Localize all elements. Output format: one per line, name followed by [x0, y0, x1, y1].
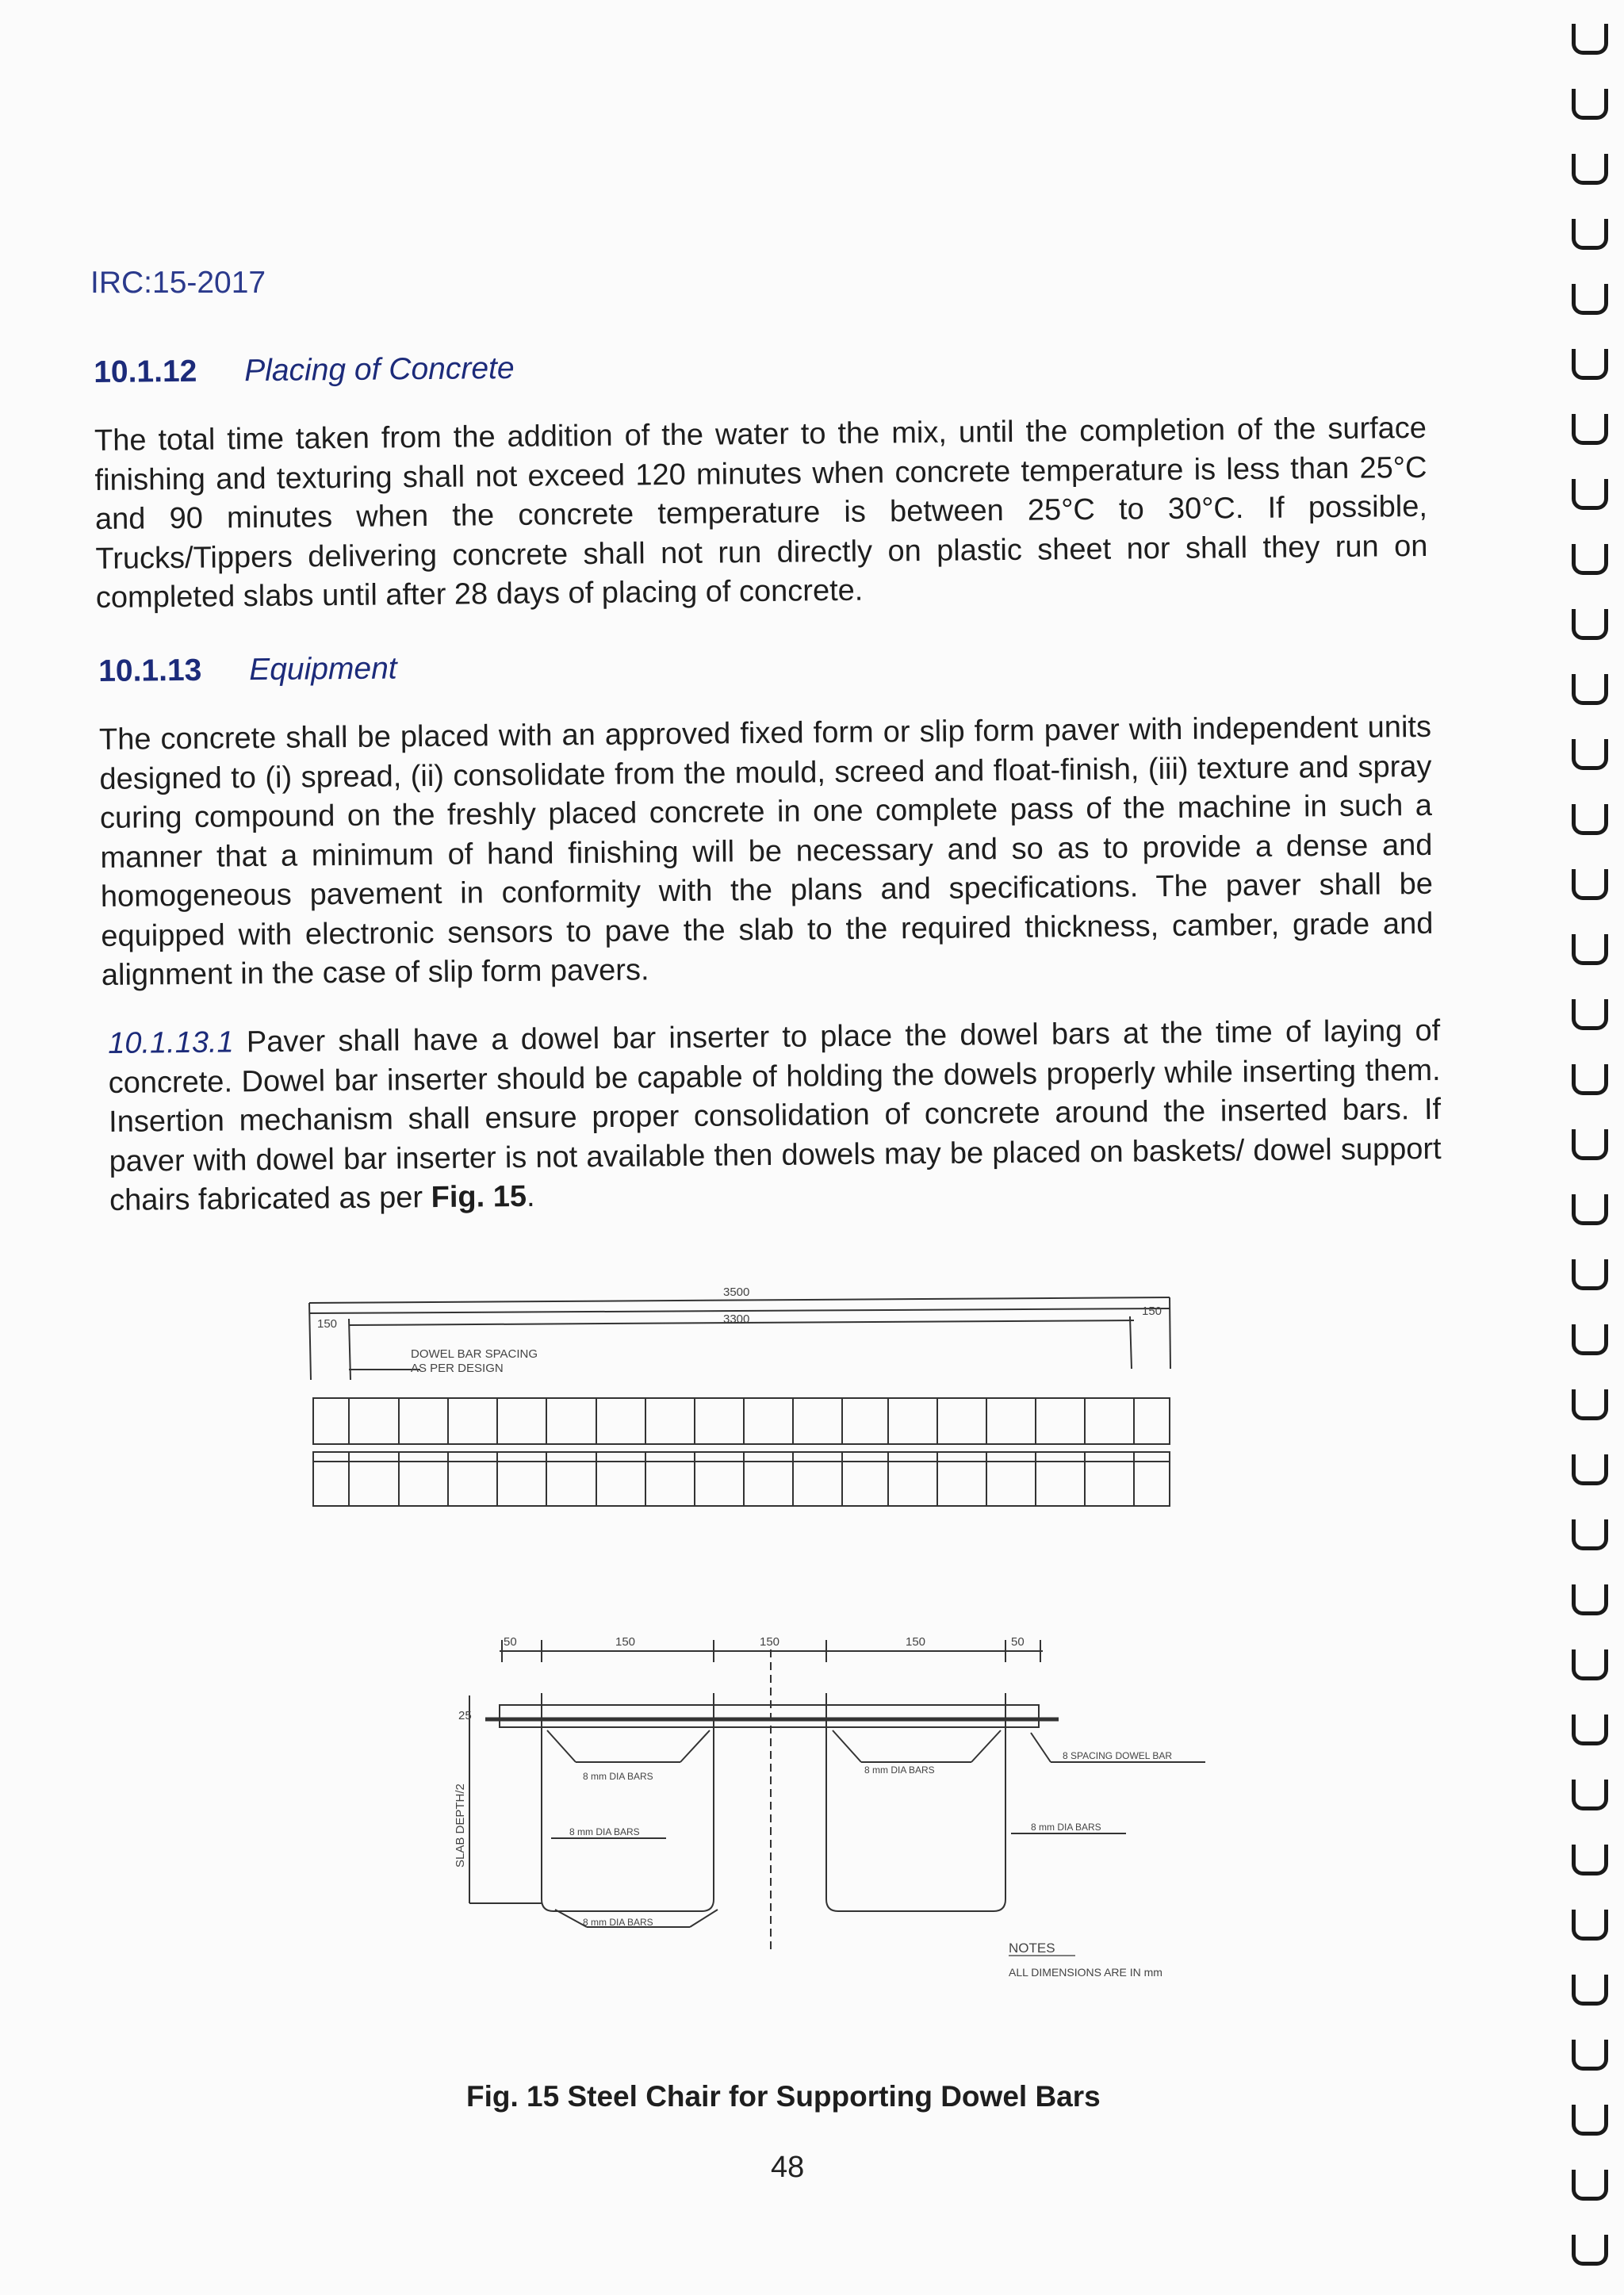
- binding-ring: [1572, 219, 1608, 250]
- binding-ring: [1572, 1389, 1608, 1420]
- binding-ring: [1572, 1129, 1608, 1160]
- figure-notes-text: ALL DIMENSIONS ARE IN mm: [1009, 1966, 1162, 1979]
- page-number: 48: [771, 2151, 805, 2184]
- plan-dim-inner: 3300: [723, 1312, 750, 1326]
- section-paragraph: The total time taken from the addition of the water to the mix, until the completion of the surface finishing and texturing shall not exceed 120 minutes when concrete temperature is less than 25°C and 90 minutes when the concrete temperature is between 25°C to 30°C. If possible, Trucks/Tippers delivering concrete shall not run directly on plastic sheet nor shall they run on completed slabs until after 28 days of placing of concrete.: [94, 411, 1428, 615]
- binding-ring: [1572, 414, 1608, 445]
- binding-ring: [1572, 1324, 1608, 1355]
- section-label-bar-4: 8 mm DIA BARS: [1031, 1822, 1101, 1833]
- binding-ring: [1572, 544, 1608, 575]
- binding-ring: [1572, 609, 1608, 640]
- binding-ring: [1572, 934, 1608, 965]
- binding-ring: [1572, 999, 1608, 1030]
- binding-ring: [1572, 1780, 1608, 1810]
- section-label-bar-1: 8 mm DIA BARS: [583, 1771, 653, 1782]
- section-side-label: SLAB DEPTH/2: [454, 1784, 467, 1868]
- plan-dim-left: 150: [317, 1317, 338, 1331]
- section-dim-5: 50: [1011, 1635, 1025, 1649]
- section-view-diagram: [469, 1640, 1205, 1951]
- binding-ring: [1572, 349, 1608, 380]
- binding-ring: [1572, 2235, 1608, 2266]
- binding-ring: [1572, 804, 1608, 835]
- binding-ring: [1572, 2040, 1608, 2071]
- subsection-end: .: [526, 1179, 535, 1213]
- section-title: Placing of Concrete: [243, 351, 515, 389]
- binding-ring: [1572, 1064, 1608, 1095]
- binding-ring: [1572, 1845, 1608, 1875]
- binding-ring: [1572, 1975, 1608, 2006]
- section-dim-2: 150: [615, 1635, 636, 1649]
- plan-spacing-note-2: AS PER DESIGN: [411, 1362, 504, 1375]
- binding-ring: [1572, 284, 1608, 315]
- spiral-binding: [1567, 0, 1624, 2295]
- figure-reference: Fig. 15: [431, 1179, 527, 1215]
- subsection-text: Paver shall have a dowel bar inserter to place the dowel bars at the time of laying of concrete. Dowel bar inserter should be capable of holding the dowels properly while inserting them. Insertion mechanism shall ensure proper consolidation of concrete around the inserted bars. If paver with dowel bar inserter is not available then dowels may be placed on baskets/ dowel support chairs fabricated as per: [108, 1013, 1442, 1217]
- section-title: Equipment: [248, 651, 397, 688]
- section-top-dim: 25: [458, 1709, 472, 1722]
- section-dim-1: 50: [504, 1635, 517, 1649]
- binding-ring: [1572, 1584, 1608, 1615]
- section-label-dowel: 8 SPACING DOWEL BAR: [1063, 1750, 1173, 1761]
- binding-ring: [1572, 1454, 1608, 1485]
- binding-ring: [1572, 2105, 1608, 2136]
- binding-ring: [1572, 1519, 1608, 1550]
- document-code-header: IRC:15-2017: [90, 266, 266, 300]
- section-paragraph: The concrete shall be placed with an approved fixed form or slip form paver with independent units designed to (i) spread, (ii) consolidate from the mould, screed and float-finish, (iii) texture and spray curing compound on the freshly placed concrete in one complete pass of the machine in such a manner that a minimum of hand finishing will be necessary and so as to provide a dense and homogeneous pavement in conformity with the plans and specifications. The paver shall be equipped with electronic sensors to pave the slab to the required thickness, camber, grade and alignment in the case of slip form pavers.: [98, 710, 1434, 992]
- binding-ring: [1572, 24, 1608, 55]
- binding-ring: [1572, 154, 1608, 185]
- binding-ring: [1572, 1910, 1608, 1941]
- section-number: 10.1.12: [94, 354, 197, 389]
- section-label-bar-2: 8 mm DIA BARS: [864, 1764, 935, 1776]
- binding-ring: [1572, 1259, 1608, 1290]
- binding-ring: [1572, 2170, 1608, 2201]
- section-dim-3: 150: [760, 1635, 780, 1649]
- figure-notes-title: NOTES: [1009, 1941, 1055, 1956]
- binding-ring: [1572, 1194, 1608, 1225]
- section-dim-4: 150: [906, 1635, 926, 1649]
- plan-view-diagram: [309, 1297, 1170, 1506]
- binding-ring: [1572, 674, 1608, 705]
- binding-ring: [1572, 89, 1608, 120]
- figure-caption: Fig. 15 Steel Chair for Supporting Dowel Bars: [466, 2080, 1101, 2113]
- section-number: 10.1.13: [98, 653, 202, 688]
- binding-ring: [1572, 479, 1608, 510]
- section-label-bar-3: 8 mm DIA BARS: [569, 1826, 640, 1837]
- plan-dim-overall: 3500: [723, 1285, 750, 1299]
- binding-ring: [1572, 1649, 1608, 1680]
- subsection-number: 10.1.13.1: [108, 1025, 234, 1060]
- section-label-bar-5: 8 mm DIA BARS: [583, 1917, 653, 1928]
- plan-spacing-note-1: DOWEL BAR SPACING: [411, 1347, 538, 1361]
- binding-ring: [1572, 869, 1608, 900]
- binding-ring: [1572, 739, 1608, 770]
- plan-dim-right: 150: [1142, 1305, 1162, 1318]
- binding-ring: [1572, 1715, 1608, 1745]
